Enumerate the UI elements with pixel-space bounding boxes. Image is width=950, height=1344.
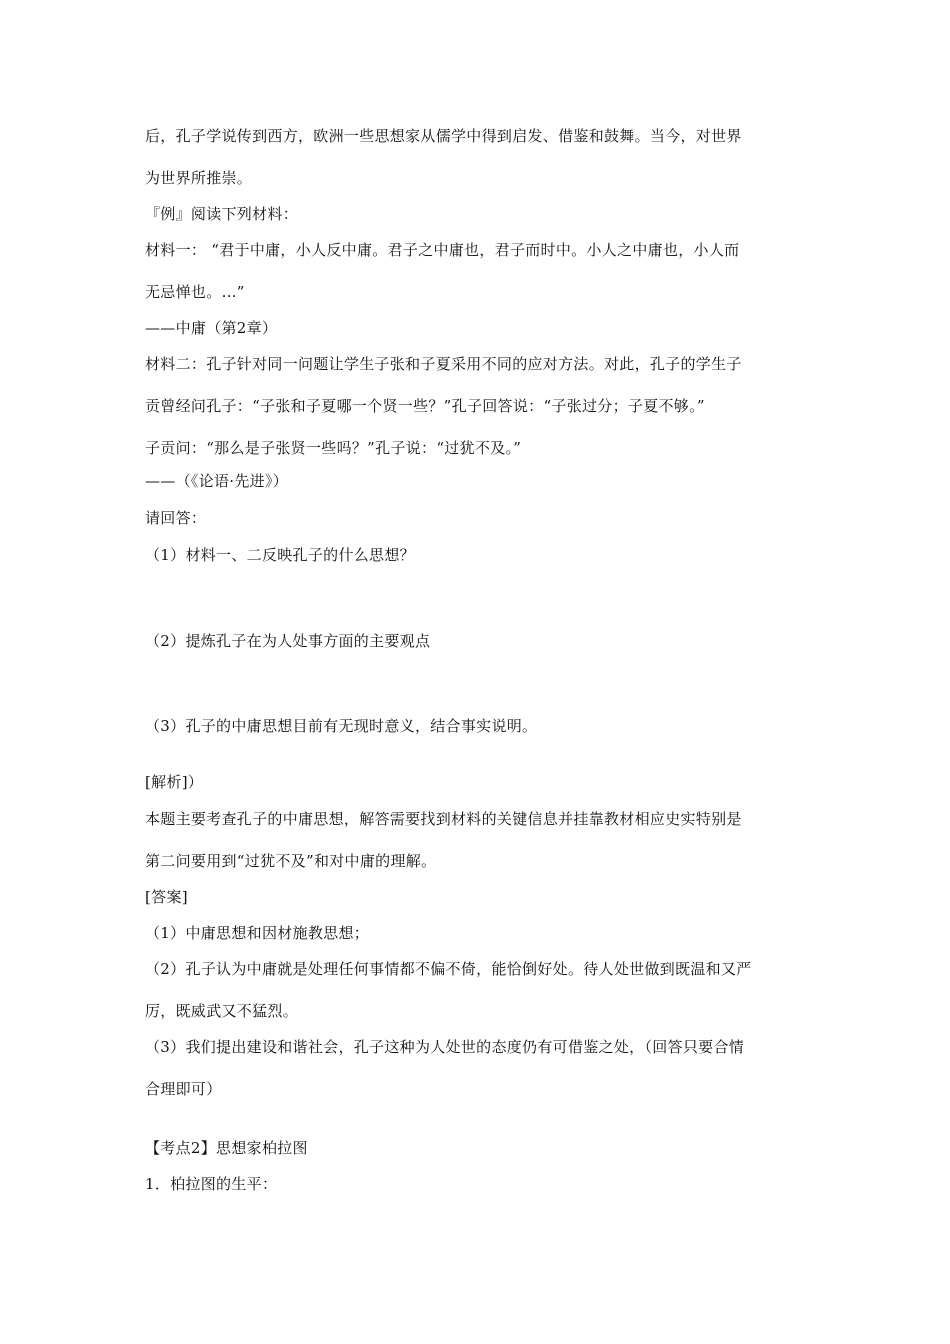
prompt-label: 请回答： [145, 509, 207, 527]
material-two-line: 材料二：孔子针对同一问题让学生子张和子夏采用不同的应对方法。对此，孔子的学生子 [145, 355, 742, 373]
answer-1: （1）中庸思想和因材施教思想； [145, 924, 370, 942]
answer-heading: [答案] [145, 888, 188, 906]
question-1: （1）材料一、二反映孔子的什么思想？ [145, 546, 415, 564]
material-one-line: 无忌惮也。…” [145, 283, 245, 301]
source-citation: ——（《论语·先进》） [145, 472, 289, 490]
paragraph-line: 后，孔子学说传到西方，欧洲一些思想家从儒学中得到启发、借鉴和鼓舞。当今，对世界 [145, 127, 742, 145]
material-two-line: 子贡问：“那么是子张贤一些吗？”孔子说：“过犹不及。” [145, 439, 522, 457]
section-heading: 【考点2】思想家柏拉图 [145, 1139, 308, 1157]
answer-2-cont: 厉，既威武又不猛烈。 [145, 1002, 299, 1020]
material-one-line: 材料一： “君于中庸，小人反中庸。君子之中庸也，君子而时中。小人之中庸也，小人而 [145, 241, 740, 259]
question-2: （2）提炼孔子在为人处事方面的主要观点 [145, 632, 431, 650]
paragraph-line: 为世界所推崇。 [145, 169, 253, 187]
answer-3: （3）我们提出建设和谐社会，孔子这种为人处世的态度仍有可借鉴之处，（回答只要合情 [145, 1038, 745, 1056]
question-3: （3）孔子的中庸思想目前有无现时意义，结合事实说明。 [145, 717, 538, 735]
material-two-line: 贡曾经问孔子：“子张和子夏哪一个贤一些？”孔子回答说：“子张过分；子夏不够。” [145, 397, 705, 415]
example-heading: 『例』阅读下列材料： [145, 205, 299, 223]
analysis-line: 第二问要用到“过犹不及”和对中庸的理解。 [145, 852, 437, 870]
source-citation: ——中庸（第2章） [145, 319, 278, 337]
analysis-heading: [解析]） [145, 773, 204, 791]
subsection-heading: 1．柏拉图的生平： [145, 1175, 278, 1193]
answer-2: （2）孔子认为中庸就是处理任何事情都不偏不倚，能恰倒好处。待人处世做到既温和又严 [145, 960, 752, 978]
answer-3-cont: 合理即可） [145, 1080, 222, 1098]
analysis-line: 本题主要考查孔子的中庸思想，解答需要找到材料的关键信息并挂靠教材相应史实特别是 [145, 810, 742, 828]
